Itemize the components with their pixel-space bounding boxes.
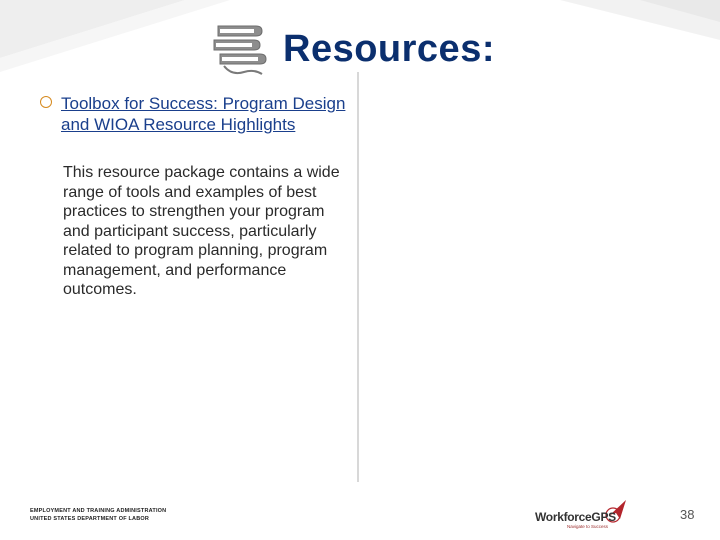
dol-line-2: UNITED STATES DEPARTMENT OF LABOR bbox=[30, 516, 150, 522]
dol-eta-logo bbox=[30, 507, 166, 523]
books-icon bbox=[210, 20, 270, 78]
bullet-circle-icon bbox=[40, 96, 52, 108]
resource-description: This resource package contains a wide range of tools and examples of best practices to strengthen your program and participant success, particularly related to program planning, program management, and performance outcomes. bbox=[63, 164, 340, 298]
content-divider bbox=[357, 72, 359, 482]
dol-line-1: EMPLOYMENT AND TRAINING ADMINISTRATION bbox=[30, 508, 167, 514]
workforcegps-logo-text: WorkforceGPS bbox=[535, 510, 616, 524]
slide-title: Resources: bbox=[283, 28, 495, 70]
toolbox-resource-link[interactable]: Toolbox for Success: Program Design and WIOA Resource Highlights bbox=[61, 94, 346, 134]
page-number: 38 bbox=[680, 507, 695, 522]
workforcegps-logo-tagline: Navigate to Success bbox=[567, 524, 609, 529]
